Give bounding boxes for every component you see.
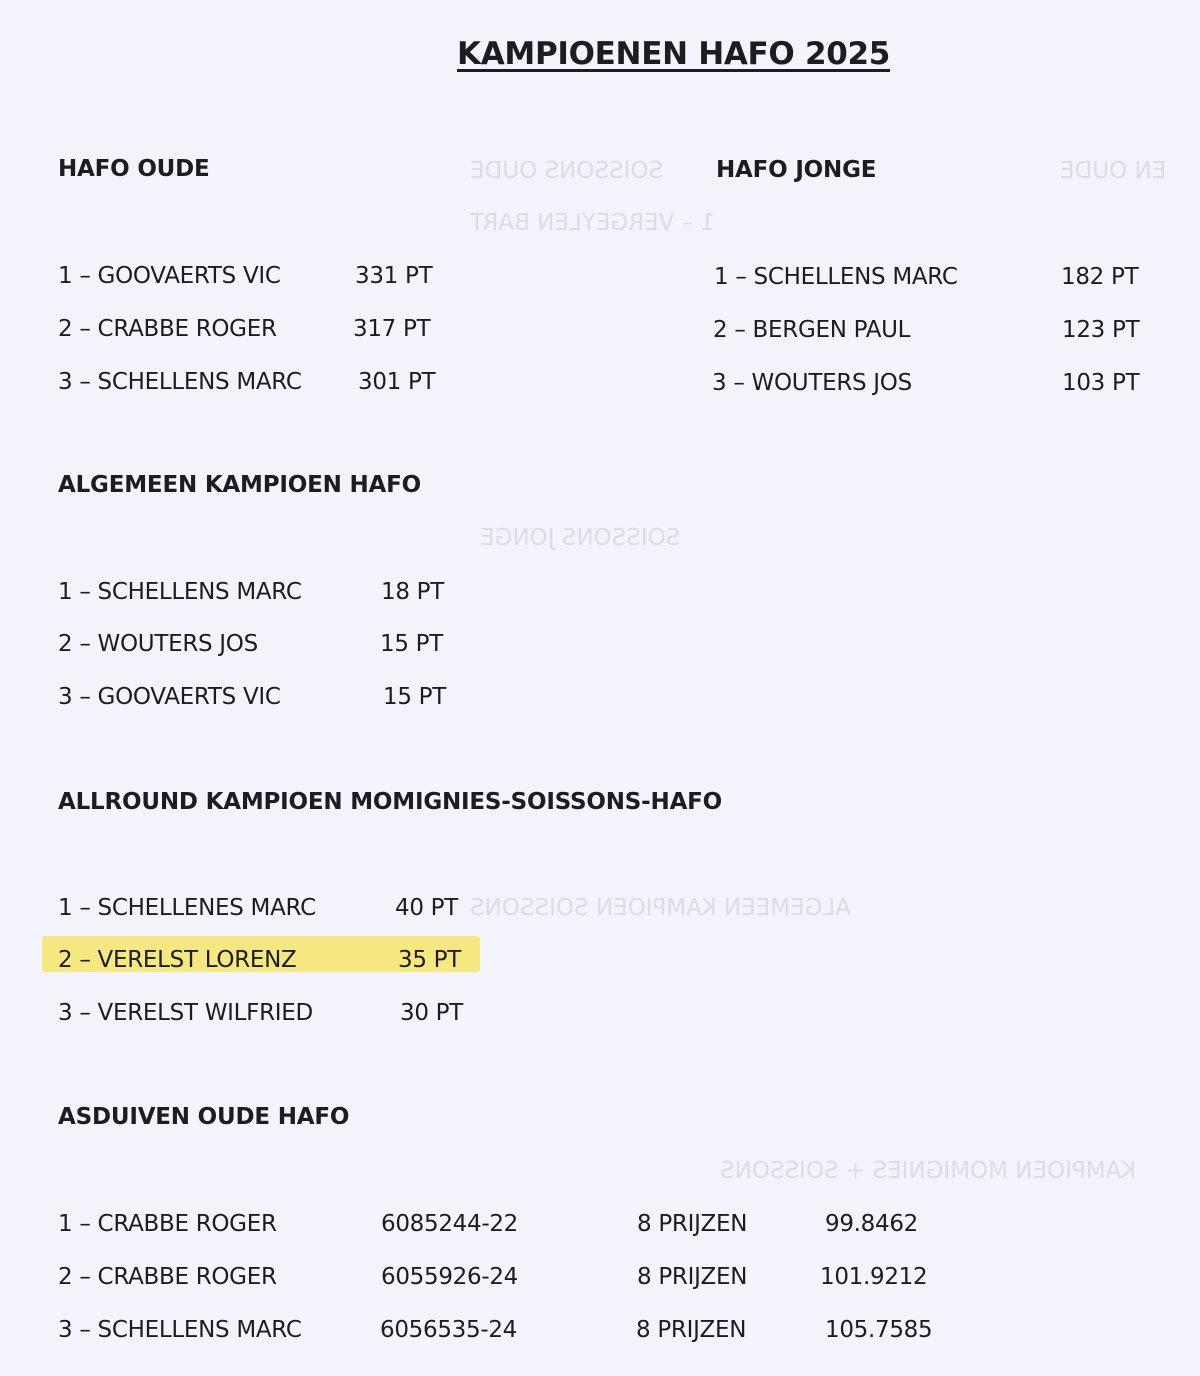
asduiven-row-2-ring: 6055926-24 — [381, 1264, 518, 1290]
hafo-jonge-row-1-name: 1 – SCHELLENS MARC — [714, 264, 958, 290]
hafo-jonge-row-3-name: 3 – WOUTERS JOS — [712, 370, 912, 396]
hafo-oude-row-2-name: 2 – CRABBE ROGER — [58, 316, 277, 342]
allround-row-2-points: 35 PT — [398, 947, 461, 973]
allround-row-2-name: 2 – VERELST LORENZ — [58, 947, 297, 973]
hafo-oude-row-3-name: 3 – SCHELLENS MARC — [58, 369, 302, 395]
hafo-jonge-row-1-points: 182 PT — [1061, 264, 1139, 290]
bleed-through-text: KAMPIOEN MOMIGNIES + SOISSONS — [720, 1158, 1137, 1184]
section-heading-hafo-oude: HAFO OUDE — [58, 156, 210, 182]
hafo-oude-row-3-points: 301 PT — [358, 369, 436, 395]
asduiven-row-3-ring: 6056535-24 — [380, 1317, 517, 1343]
section-heading-hafo-jonge: HAFO JONGE — [716, 157, 877, 183]
algemeen-row-3-points: 15 PT — [383, 684, 446, 710]
allround-row-1-points: 40 PT — [395, 895, 458, 921]
asduiven-row-2-coefficient: 101.9212 — [820, 1264, 928, 1290]
page-title: KAMPIOENEN HAFO 2025 — [457, 36, 891, 72]
section-heading-allround: ALLROUND KAMPIOEN MOMIGNIES-SOISSONS-HAFO — [58, 789, 723, 815]
asduiven-row-3-name: 3 – SCHELLENS MARC — [58, 1317, 302, 1343]
asduiven-row-2-name: 2 – CRABBE ROGER — [58, 1264, 277, 1290]
algemeen-row-3-name: 3 – GOOVAERTS VIC — [58, 684, 281, 710]
bleed-through-text: ALGEMEEN KAMPIOEN SOISSONS — [470, 895, 851, 921]
hafo-jonge-row-2-name: 2 – BERGEN PAUL — [713, 317, 911, 343]
bleed-through-text: SOISSONS OUDE — [470, 158, 664, 184]
bleed-through-text: SOISSONS JONGE — [480, 525, 681, 551]
hafo-oude-row-2-points: 317 PT — [353, 316, 431, 342]
bleed-through-text: 1 – VERGEYLEN BART — [470, 210, 716, 236]
allround-row-3-name: 3 – VERELST WILFRIED — [58, 1000, 313, 1026]
algemeen-row-2-name: 2 – WOUTERS JOS — [58, 631, 258, 657]
hafo-jonge-row-3-points: 103 PT — [1062, 370, 1140, 396]
asduiven-row-1-prizes: 8 PRIJZEN — [637, 1211, 748, 1237]
allround-row-1-name: 1 – SCHELLENES MARC — [58, 895, 316, 921]
asduiven-row-1-coefficient: 99.8462 — [825, 1211, 919, 1237]
bleed-through-text: EN OUDE — [1060, 158, 1167, 184]
asduiven-row-1-name: 1 – CRABBE ROGER — [58, 1211, 277, 1237]
algemeen-row-1-name: 1 – SCHELLENS MARC — [58, 579, 302, 605]
hafo-jonge-row-2-points: 123 PT — [1062, 317, 1140, 343]
algemeen-row-2-points: 15 PT — [380, 631, 443, 657]
asduiven-row-1-ring: 6085244-22 — [381, 1211, 518, 1237]
asduiven-row-2-prizes: 8 PRIJZEN — [637, 1264, 748, 1290]
section-heading-asduiven: ASDUIVEN OUDE HAFO — [58, 1104, 350, 1130]
allround-row-3-points: 30 PT — [400, 1000, 463, 1026]
asduiven-row-3-coefficient: 105.7585 — [825, 1317, 933, 1343]
algemeen-row-1-points: 18 PT — [381, 579, 444, 605]
hafo-oude-row-1-points: 331 PT — [355, 263, 433, 289]
asduiven-row-3-prizes: 8 PRIJZEN — [636, 1317, 747, 1343]
section-heading-algemeen: ALGEMEEN KAMPIOEN HAFO — [58, 472, 421, 498]
hafo-oude-row-1-name: 1 – GOOVAERTS VIC — [58, 263, 281, 289]
